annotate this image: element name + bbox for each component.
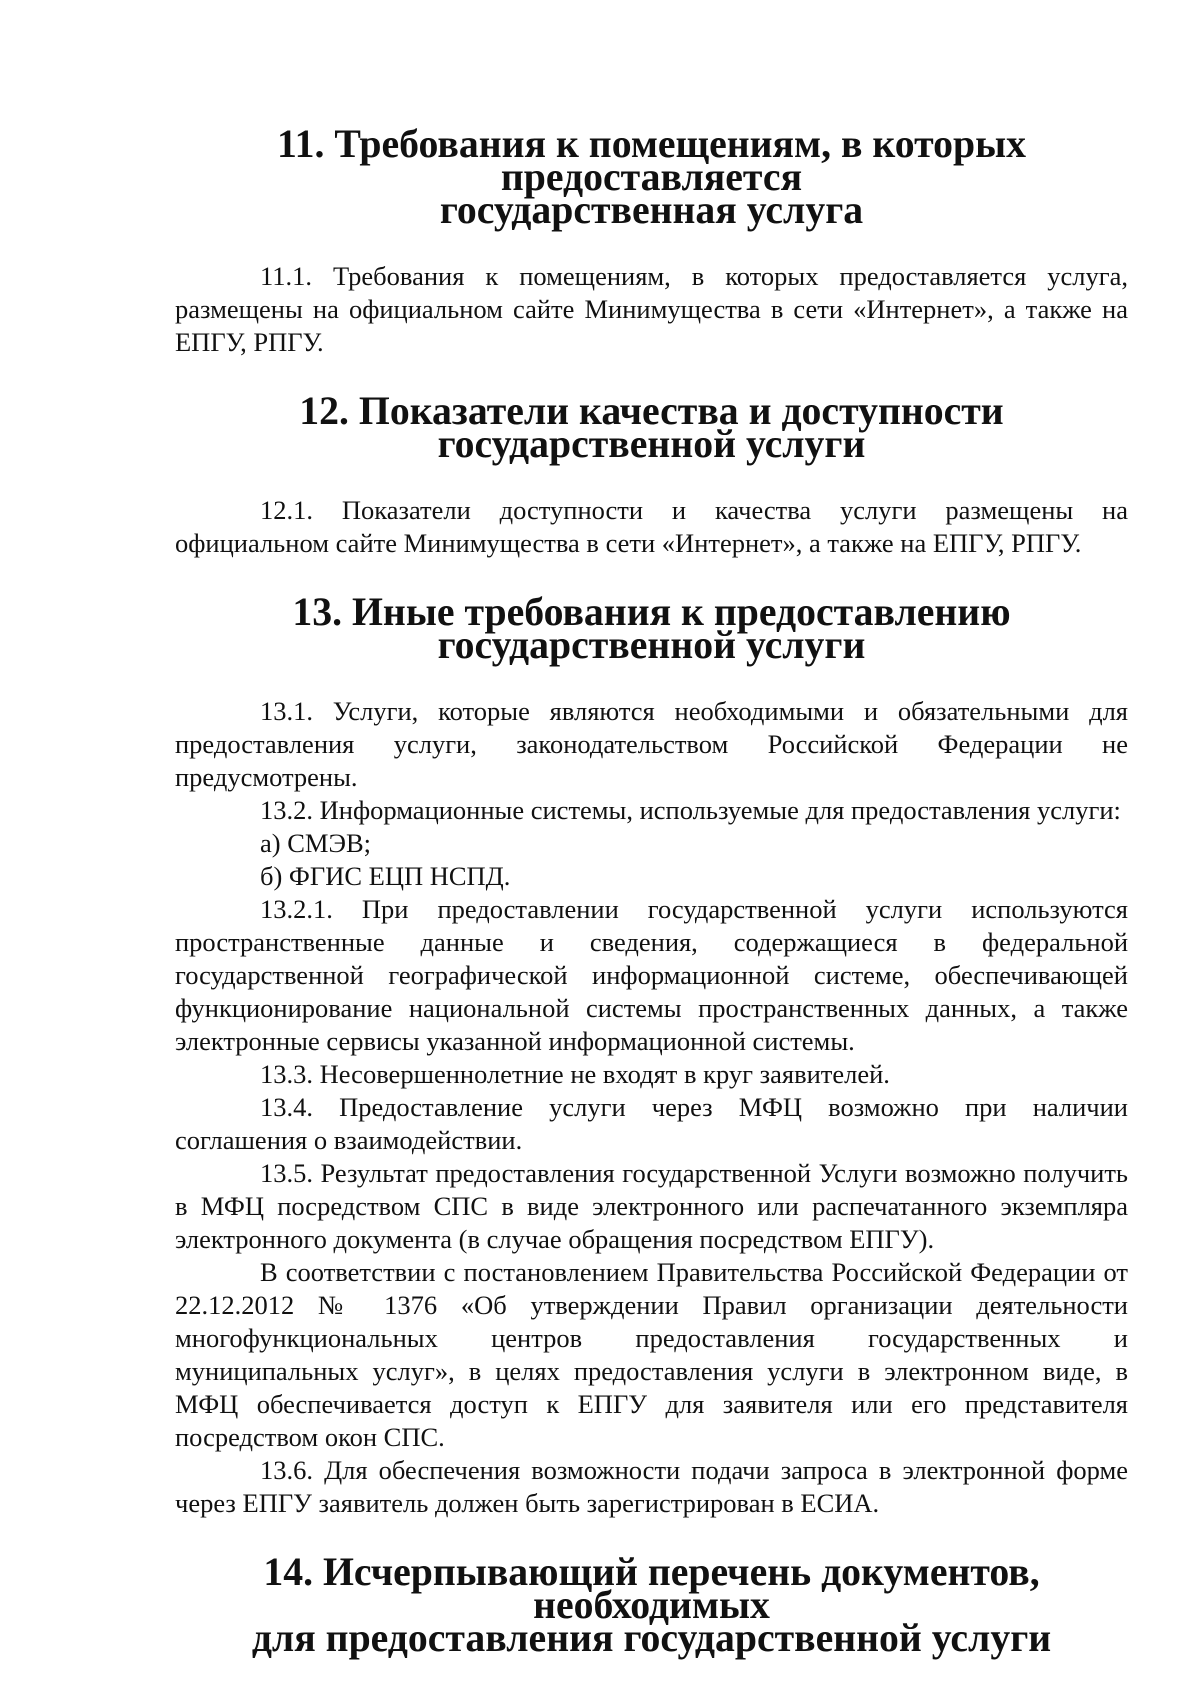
paragraph-13-6: 13.6. Для обеспечения возможности подачи запроса в электронной форме через ЕПГУ заявитель должен быть зарегистрирован в ЕСИА. bbox=[175, 1455, 1128, 1518]
list-item-a: а) СМЭВ; bbox=[260, 828, 371, 858]
section-12-heading: 12. Показатели качества и доступности государственной услуги bbox=[299, 389, 1004, 466]
section-14-heading: 14. Исчерпывающий перечень документов, необходимых для предоставления государственной услуги bbox=[251, 1550, 1052, 1660]
paragraph-13-5-continued: В соответствии с постановлением Правительства Российской Федерации от 22.12.2012 № 1376 «Об утверждении Правил организации деятельности многофункциональных центров предоставления государственных и муниципальных услуг», в целях предоставления услуги в электронном виде, в МФЦ обеспечивается доступ к ЕПГУ для заявителя или его представителя посредством окон СПС. bbox=[175, 1257, 1128, 1452]
section-13-heading: 13. Иные требования к предоставлению государственной услуги bbox=[292, 590, 1011, 667]
section-11-heading: 11. Требования к помещениям, в которых предоставляется государственная услуга bbox=[276, 122, 1027, 232]
paragraph-11-1: 11.1. Требования к помещениям, в которых предоставляется услуга, размещены на официальном сайте Минимущества в сети «Интернет», а также на ЕПГУ, РПГУ. bbox=[175, 261, 1128, 357]
paragraph-12-1: 12.1. Показатели доступности и качества услуги размещены на официальном сайте Минимущества в сети «Интернет», а также на ЕПГУ, РПГУ. bbox=[175, 495, 1128, 558]
paragraph-13-4: 13.4. Предоставление услуги через МФЦ возможно при наличии соглашения о взаимодействии. bbox=[175, 1092, 1128, 1155]
paragraph-13-3: 13.3. Несовершеннолетние не входят в круг заявителей. bbox=[260, 1059, 890, 1089]
paragraph-13-1: 13.1. Услуги, которые являются необходимыми и обязательными для предоставления услуги, законодательством Российской Федерации не предусмотрены. bbox=[175, 696, 1128, 792]
paragraph-13-2-1: 13.2.1. При предоставлении государственной услуги используются пространственные данные и сведения, содержащиеся в федеральной государственной географической информационной системе, обеспечивающей функционирование национальной системы пространственных данных, а также электронные сервисы указанной информационной системы. bbox=[175, 894, 1128, 1056]
paragraph-13-5: 13.5. Результат предоставления государственной Услуги возможно получить в МФЦ посредством СПС в виде электронного или распечатанного экземпляра электронного документа (в случае обращения посредством ЕПГУ). bbox=[175, 1158, 1128, 1254]
paragraph-13-2: 13.2. Информационные системы, используемые для предоставления услуги: bbox=[260, 795, 1121, 825]
document-page bbox=[175, 122, 1128, 1660]
list-item-b: б) ФГИС ЕЦП НСПД. bbox=[260, 861, 511, 891]
